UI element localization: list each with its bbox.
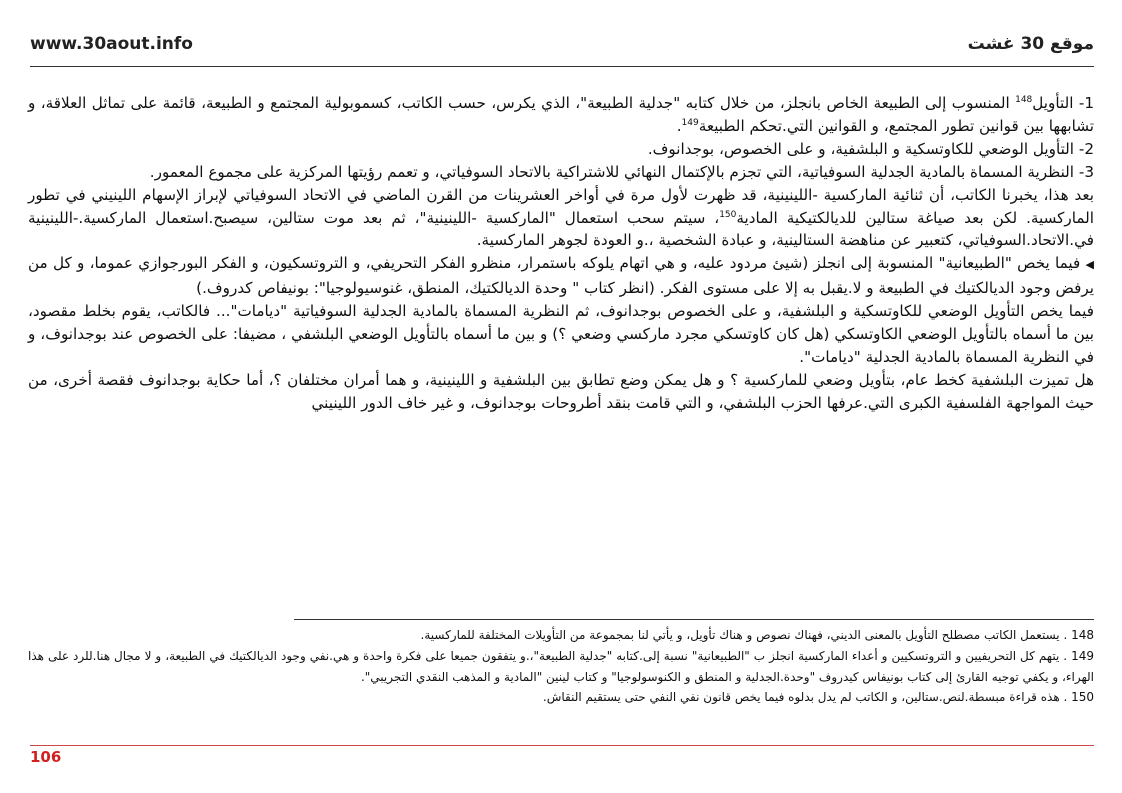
paragraph-1: 1- التأويل$^{148}$ المنسوب إلى الطبيعة الخاص بانجلز، من خلال كتابه "جدلية الطبيعة"، الذي يكرس، حسب الكاتب، كسموبولية المجتمع و الطبيعة، قائمة على تماثل العلاقة، و تشابهها بين قوانين تطور المجتمع، و القوانين التي.تحكم الطبيعة$^{149}$. — [28, 94, 1094, 135]
pointer-arrow-icon: ◀ — [1085, 258, 1095, 272]
footer-divider — [30, 745, 1094, 746]
paragraph-3: 3- النظرية المسماة بالمادية الجدلية السوفياتية، التي تجزم بالإكتمال النهائي للاشتراكية بالاتحاد السوفياتي، و تعمم رؤيتها المركزية على مجموع المعمور. — [149, 162, 1094, 181]
site-url: www.30aout.info — [30, 34, 193, 54]
main-text — [28, 92, 1094, 415]
footnotes — [28, 625, 1094, 708]
paragraph-7: هل تميزت البلشفية كخط عام، بتأويل وضعي للماركسية ؟ و هل يمكن وضع تطابق بين البلشفية و اللينينية، و هما أمران مختلفان ؟، أما حكاية بوجدانوف فقصة أخرى، من حيث المواجهة الفلسفية الكبرى التي.عرفها الحزب البلشفي، و التي قامت بنقد أطروحات بوجدانوف، و غير خاف الدور اللينيني — [28, 370, 1094, 412]
footnote-148: 148 . يستعمل الكاتب مصطلح التأويل بالمعنى الديني، فهناك نصوص و هناك تأويل، و يأتي لنا بمجموعة من التأويلات المختلفة للماركسية. — [420, 628, 1094, 642]
paragraph-5: ◀ فيما يخص "الطبيعانية" المنسوبة إلى انجلز (شيئ مردود عليه، و هي اتهام يلوكه باستمرار، منظرو الفكر التحريفي، و التروتسكيون، و الفكر البورجوازي عموما، و كل من يرفض وجود الديالكتيك في الطبيعة و لا.يقبل به إلا على مستوى الفكر. (انظر كتاب " وحدة الديالكتيك، المنطق، غنوسيولوجيا": بونيفاص كدروف.) — [28, 254, 1095, 298]
paragraph-4: بعد هذا، يخبرنا الكاتب، أن ثنائية الماركسية -اللينينية، قد ظهرت لأول مرة في أواخر العشرينات من القرن الماضي في الاتحاد السوفياتي لإبراز الإسهام اللينيني في تطور الماركسية. لكن بعد صياغة ستالين للديالكتيكية المادية$^{150}$، سيتم سحب استعمال "الماركسية -اللينينية"، ثم بعد موت ستالين، سيصبح.استعمال الماركسية.-اللينينية في.الاتحاد.السوفياتي، كتعبير عن مناهضة الستالينية، و عبادة الشخصية ،.و العودة لجوهر الماركسية. — [28, 185, 1094, 250]
paragraph-6: فيما يخص التأويل الوضعي للكاوتسكية و البلشفية، و على الخصوص بوجدانوف، ثم النظرية المسماة بالمادية الجدلية السوفياتية "ديامات"... فالكاتب، يقوم بخلط مقصود، بين ما أسماه بالتأويل الوضعي الكاوتسكي (هل كان كاوتسكي مجرد ماركسي وضعي ؟) و بين ما أسماه بالتأويل الوضعي البلشفي ، مضيفا: على الخصوص عند بوجدانوف، و في النظرية المسماة بالمادية الجدلية "ديامات". — [28, 302, 1094, 366]
header-divider — [30, 66, 1094, 67]
footnote-150: 150 . هذه قراءة مبسطة.لنص.ستالين، و الكاتب لم يدل بدلوه فيما يخص قانون نفي النفي حتى يستقيم النقاش. — [542, 690, 1094, 705]
paragraph-2: 2- التأويل الوضعي للكاوتسكية و البلشفية، و على الخصوص، بوجدانوف. — [647, 139, 1094, 158]
footnote-ref-149[interactable]: 149 — [681, 117, 699, 128]
footnote-ref-150[interactable]: 150 — [719, 209, 737, 220]
header-title: موقع 30 غشت — [967, 34, 1094, 54]
footnote-149: 149 . يتهم كل التحريفيين و التروتسكيين و أعداء الماركسية انجلز ب "الطبيعانية" نسبة إلى.كتابه "جدلية الطبيعة"،.و يتفقون جميعا على فكرة واحدة و هي.نفي وجود الديالكتيك في الطبيعة، و لا مجال هنا.للرد على هذا الهراء، و يكفي توجيه القارئ إلى كتاب بونيفاس كيدروف "وحدة.الجدلية و المنطق و الكنوسولوجيا" و كتاب لينين "المادية و المذهب النقدي التجريبي". — [28, 648, 1094, 684]
footnote-divider — [294, 619, 1094, 620]
page-number: 106 — [30, 748, 62, 766]
footnote-ref-148[interactable]: 148 — [1015, 94, 1033, 105]
